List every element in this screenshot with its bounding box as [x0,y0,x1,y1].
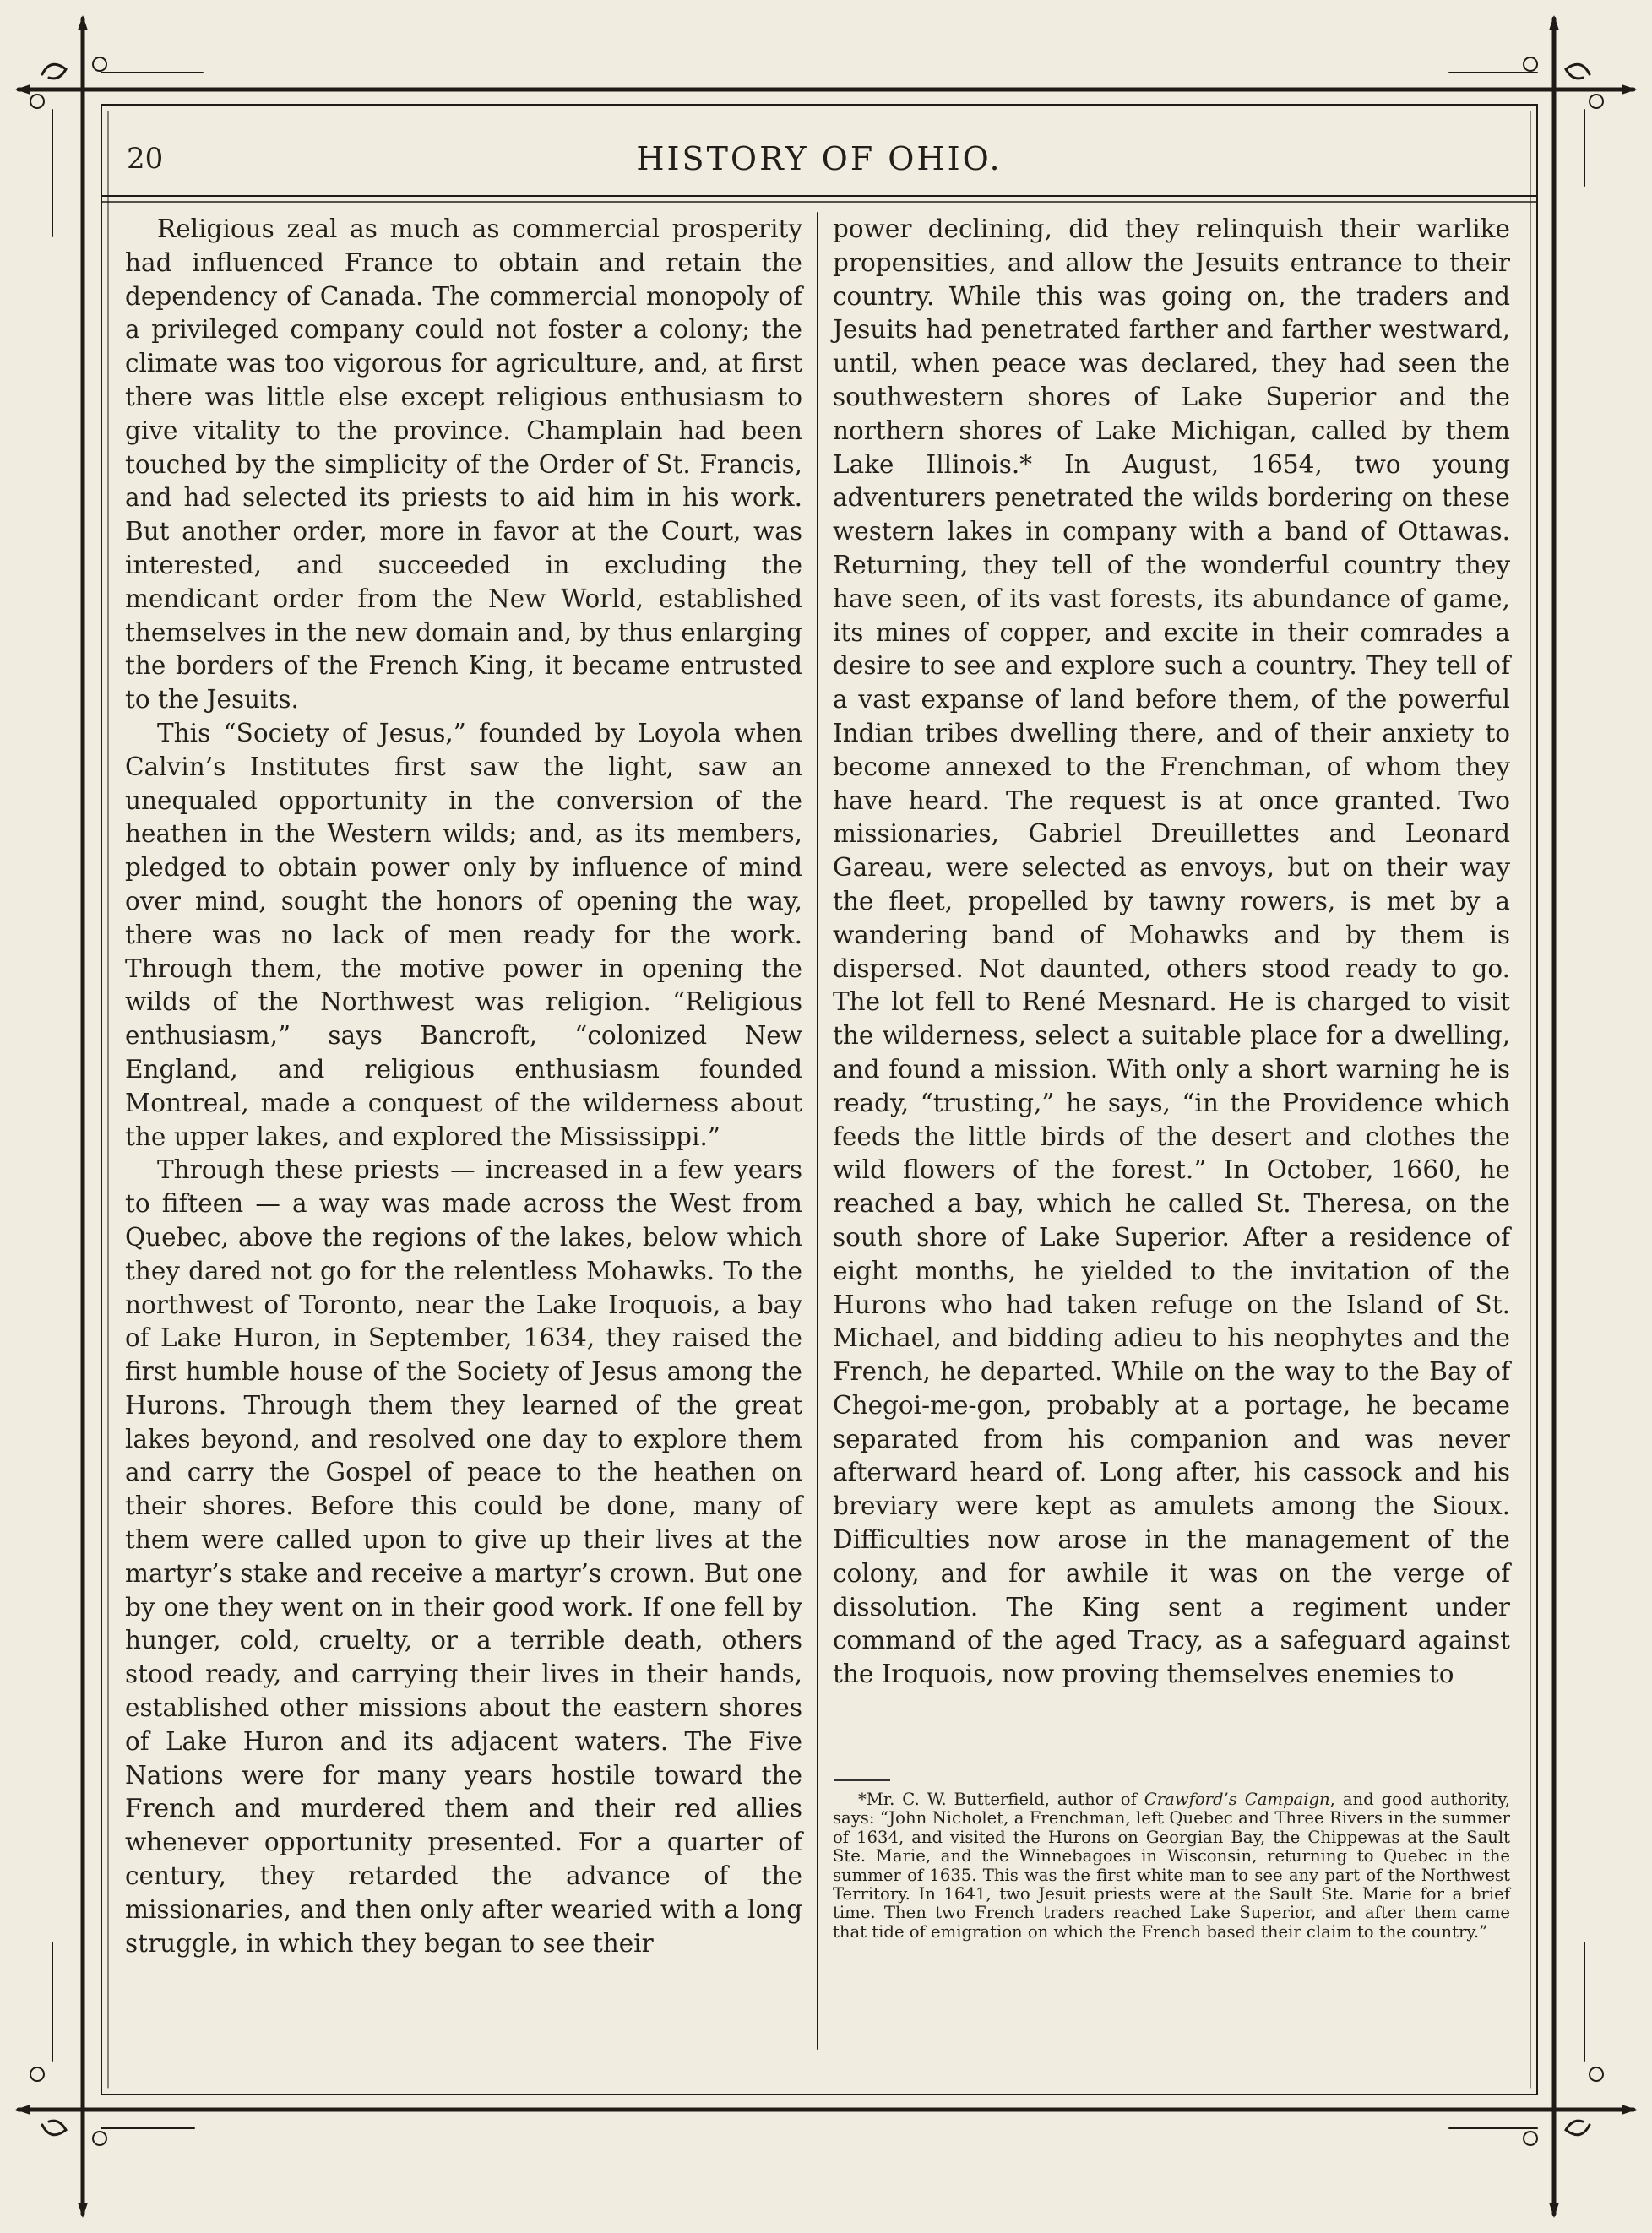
paragraph: Through these priests — increased in a few years to fifteen — a way was made across the West from Quebec, above the regions of the lakes, below which they dared not go for the relentless Mohawks. To the northwest of Toronto, near the Lake Iroquois, a bay of Lake Huron, in September, 1634, they raised the first humble house of the Society of Jesus among the Hurons. Through them they learned of the great lakes beyond, and resolved one day to explore them and carry the Gospel of peace to the heathen on their shores. Before this could be done, many of them were called upon to give up their lives at the martyr’s stake and receive a martyr’s crown. But one by one they went on in their good work. If one fell by hunger, cold, cruelty, or a terrible death, others stood ready, and carrying their lives in their hands, established other missions about the eastern shores of Lake Huron and its adjacent waters. The Five Nations were for many years hostile toward the French and murdered them and their red allies whenever opportunity presented. For a quarter of century, they retarded the advance of the missionaries, and then only after wearied with a long struggle, in which they began to see their [125,1155,802,1958]
footnote [833,1790,1510,1942]
footnote-rule [834,1779,890,1781]
right-column [833,213,1510,1692]
paragraph: Religious zeal as much as commercial prosperity had influenced France to obtain and retain the dependency of Canada. The commercial monopoly of a privileged company could not foster a colony; the climate was too vigorous for agriculture, and, at first there was little else except religious enthusiasm to give vitality to the province. Champlain had been touched by the simplicity of the Order of St. Francis, and had selected its priests to aid him in his work. But another order, more in favor at the Court, was interested, and succeeded in excluding the mendicant order from the New World, established themselves in the new domain and, by thus enlarging the borders of the French King, it became entrusted to the Jesuits. [125,215,802,714]
running-head: HISTORY OF OHIO. [636,140,1003,177]
paragraph: This “Society of Jesus,” founded by Loyola when Calvin’s Institutes first saw the light, saw an unequaled opportunity in the conversion of the heathen in the Western wilds; and, as its members, pledged to obtain power only by influence of mind over mind, sought the honors of opening the way, there was no lack of men ready for the work. Through them, the motive power in opening the wilds of the Northwest was religion. “Religious enthusiasm,” says Bancroft, “colonized New England, and religious enthusiasm founded Montreal, made a conquest of the wilderness about the upper lakes, and explored the Mississippi.” [125,718,802,1151]
footnote-lead: *Mr. C. W. Butterfield, author of [858,1790,1144,1809]
page-header [108,135,1530,186]
page-number: 20 [127,142,164,176]
footnote-book-title: Crawford’s Campaign [1144,1790,1330,1809]
footnote-body: , and good authority, says: “John Nicholet, a Frenchman, left Quebec and Three Rivers in the summer of 1634, and visited the Hurons on Georgian Bay, the Chippewas at the Sault Ste. Marie, and the Winnebagoes in Wisconsin, returning to Quebec in the summer of 1635. This was the first white man to see any part of the Northwest Territory. In 1641, two Jesuit priests were at the Sault Ste. Marie for a brief time. Then two French traders reached Lake Superior, and after them came that tide of emigration on which the French based their claim to the country.” [833,1790,1510,1942]
paragraph: power declining, did they relinquish their warlike propensities, and allow the Jesuits entrance to their country. While this was going on, the traders and Jesuits had penetrated farther and farther westward, until, when peace was declared, they had seen the southwestern shores of Lake Superior and the northern shores of Lake Michigan, called by them Lake Illinois.* In August, 1654, two young adventurers penetrated the wilds bordering on these western lakes in company with a band of Ottawas. Returning, they tell of the wonderful country they have seen, of its vast forests, its abundance of game, its mines of copper, and excite in their comrades a desire to see and explore such a country. They tell of a vast expanse of land before them, of the powerful Indian tribes dwelling there, and of their anxiety to become annexed to the Frenchman, of whom they have heard. The request is at once granted. Two missionaries, Gabriel Dreuillettes and Leonard Gareau, were selected as envoys, but on their way the fleet, propelled by tawny rowers, is met by a wandering band of Mohawks and by them is dispersed. Not daunted, others stood ready to go. The lot fell to René Mesnard. He is charged to visit the wilderness, select a suitable place for a dwelling, and found a mission. With only a short warning he is ready, “trusting,” he says, “in the Providence which feeds the little birds of the desert and clothes the wild flowers of the forest.” In October, 1660, he reached a bay, which he called St. Theresa, on the south shore of Lake Superior. After a residence of eight months, he yielded to the invitation of the Hurons who had taken refuge on the Island of St. Michael, and bidding adieu to his neophytes and the French, he departed. While on the way to the Bay of Chegoi-me-gon, probably at a portage, he became separated from his companion and was never afterward heard of. Long after, his cassock and his breviary were kept as amulets among the Sioux. Difficulties now arose in the management of the colony, and for awhile it was on the verge of dissolution. The King sent a regiment under command of the aged Tracy, as a safeguard against the Iroquois, now proving themselves enemies to [833,215,1510,1689]
left-column [125,213,802,1960]
